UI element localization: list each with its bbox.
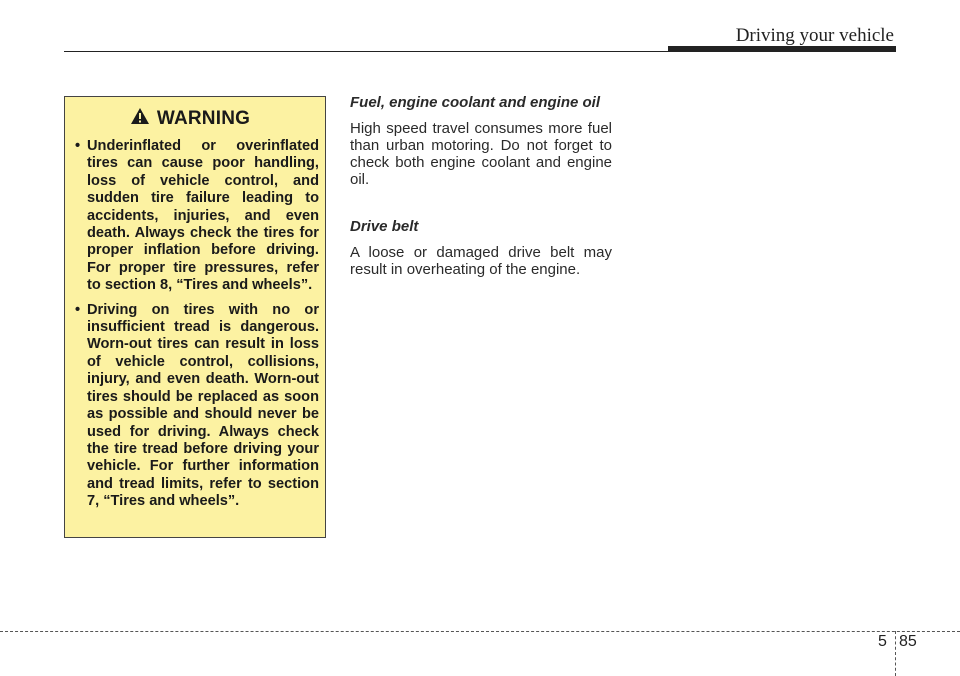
heading-drive-belt: Drive belt [350,218,419,235]
paragraph-fuel-coolant-oil: High speed travel consumes more fuel than urban motoring. Do not forget to check both engine coolant and engine oil. [350,120,612,188]
footer-dashed-rule [0,631,960,632]
warning-list [75,138,319,511]
paragraph-drive-belt: A loose or damaged drive belt may result in overheating of the engine. [350,244,612,278]
warning-title: WARNING [156,107,251,129]
warning-header [75,107,319,130]
header-rule-thin [64,51,668,52]
chapter-number: 5 [878,633,887,650]
warning-box [64,96,326,538]
section-title: Driving your vehicle [735,25,894,46]
warning-item-tire-tread: • Driving on tires with no or insufficient tread is dangerous. Worn-out tires can result in loss of vehicle control, collisions, injury, and even death. Worn-out tires should be replaced as soon as possible and should never be used for driving. Always check the tire tread before driving your vehicle. For further information and tread limits, refer to section 7, “Tires and wheels”. [75,302,319,511]
heading-fuel-coolant-oil: Fuel, engine coolant and engine oil [350,94,601,111]
page-number-divider [895,631,896,676]
header-rule-thick [668,46,896,52]
main-content [350,94,612,278]
warning-item-tire-inflation: • Underinflated or overinflated tires can cause poor handling, loss of vehicle control, and sudden tire failure leading to accidents, injuries, and even death. Always check the tires for proper inflation before driving. For proper tire pressures, refer to section 8, “Tires and wheels”. [75,138,319,295]
warning-triangle-icon [130,107,150,130]
page-number: 85 [899,633,917,650]
